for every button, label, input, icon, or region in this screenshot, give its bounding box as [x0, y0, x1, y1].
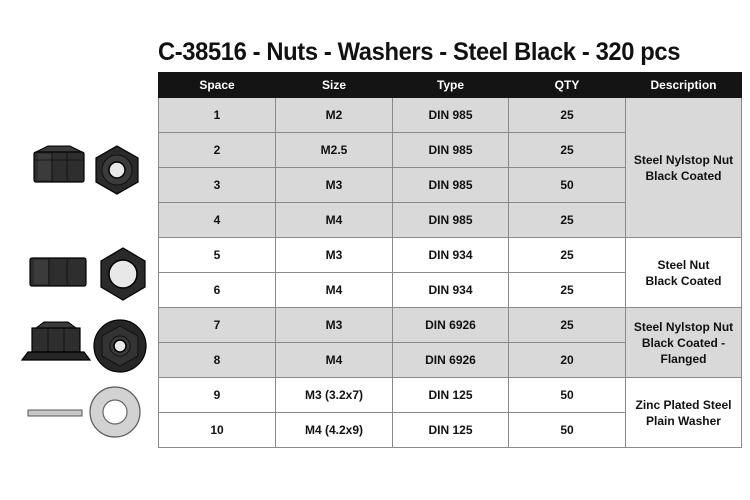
- cell-size: M2.5: [276, 133, 393, 168]
- col-header-type: Type: [393, 73, 509, 98]
- cell-size: M3: [276, 308, 393, 343]
- cell-type: DIN 6926: [393, 343, 509, 378]
- cell-description: [626, 98, 742, 238]
- cell-qty: 25: [509, 308, 626, 343]
- table-row: [159, 238, 742, 273]
- cell-space: 1: [159, 98, 276, 133]
- cell-type: DIN 125: [393, 413, 509, 448]
- nylstop-nut-icon: [30, 142, 150, 198]
- hex-nut-icon: [30, 246, 150, 302]
- cell-space: 10: [159, 413, 276, 448]
- flanged-nylstop-nut-icon: [22, 316, 150, 376]
- cell-space: 7: [159, 308, 276, 343]
- cell-size: M4: [276, 273, 393, 308]
- cell-qty: 25: [509, 238, 626, 273]
- cell-type: DIN 985: [393, 168, 509, 203]
- cell-qty: 25: [509, 273, 626, 308]
- cell-size: M3 (3.2x7): [276, 378, 393, 413]
- cell-size: M3: [276, 238, 393, 273]
- cell-qty: 20: [509, 343, 626, 378]
- cell-type: DIN 985: [393, 133, 509, 168]
- cell-qty: 50: [509, 413, 626, 448]
- cell-qty: 25: [509, 203, 626, 238]
- col-header-space: Space: [159, 73, 276, 98]
- table-row: [159, 378, 742, 413]
- cell-type: DIN 934: [393, 273, 509, 308]
- description-line: Black Coated: [645, 168, 722, 183]
- table-row: [159, 308, 742, 343]
- description-line: Black Coated -: [641, 335, 726, 350]
- cell-description: [626, 238, 742, 308]
- cell-type: DIN 985: [393, 98, 509, 133]
- cell-qty: 50: [509, 378, 626, 413]
- cell-size: M3: [276, 168, 393, 203]
- description-line: Plain Washer: [646, 413, 721, 428]
- part-illustrations: [0, 0, 158, 500]
- cell-space: 6: [159, 273, 276, 308]
- cell-space: 2: [159, 133, 276, 168]
- cell-size: M4: [276, 203, 393, 238]
- cell-type: DIN 934: [393, 238, 509, 273]
- description-line: Zinc Plated Steel: [635, 397, 732, 412]
- cell-qty: 50: [509, 168, 626, 203]
- cell-space: 8: [159, 343, 276, 378]
- cell-description: [626, 378, 742, 448]
- cell-type: DIN 985: [393, 203, 509, 238]
- cell-type: DIN 125: [393, 378, 509, 413]
- description-line: Steel Nylstop Nut: [633, 319, 734, 334]
- description-line: Black Coated: [645, 273, 722, 288]
- cell-type: DIN 6926: [393, 308, 509, 343]
- description-line: Steel Nut: [657, 257, 710, 272]
- cell-qty: 25: [509, 98, 626, 133]
- description-line: Flanged: [660, 351, 707, 366]
- cell-space: 5: [159, 238, 276, 273]
- table-row: [159, 98, 742, 133]
- cell-description: [626, 308, 742, 378]
- cell-size: M4 (4.2x9): [276, 413, 393, 448]
- description-line: Steel Nylstop Nut: [633, 152, 734, 167]
- cell-space: 9: [159, 378, 276, 413]
- product-table: [158, 72, 742, 448]
- cell-space: 4: [159, 203, 276, 238]
- col-header-size: Size: [276, 73, 393, 98]
- cell-space: 3: [159, 168, 276, 203]
- col-header-qty: QTY: [509, 73, 626, 98]
- page-title: C-38516 - Nuts - Washers - Steel Black - 320 pcs: [158, 38, 681, 66]
- col-header-description: Description: [626, 73, 742, 98]
- cell-size: M2: [276, 98, 393, 133]
- cell-qty: 25: [509, 133, 626, 168]
- plain-washer-icon: [28, 386, 152, 438]
- cell-size: M4: [276, 343, 393, 378]
- table-header-row: [159, 73, 742, 98]
